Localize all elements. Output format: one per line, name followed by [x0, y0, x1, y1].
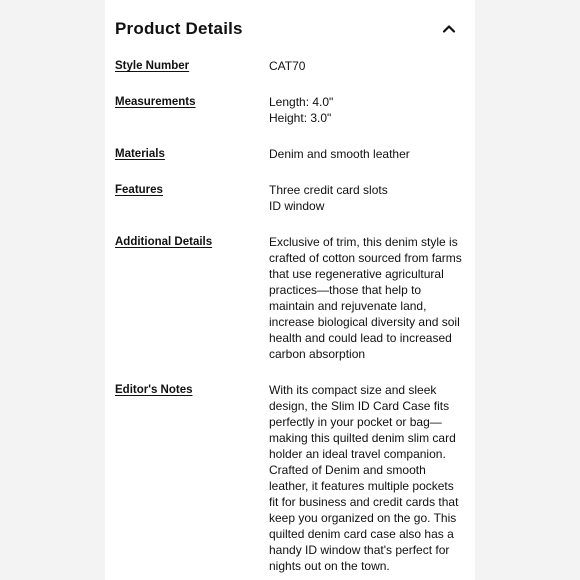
detail-value: [269, 94, 467, 126]
detail-value-line: Length: 4.0": [269, 95, 334, 109]
detail-value-line: keep you organized on the go. This: [269, 511, 457, 525]
detail-label: Additional Details: [115, 236, 213, 248]
detail-value-line: increase biological diversity and soil: [269, 315, 460, 329]
detail-label: Materials: [115, 148, 165, 160]
detail-value-line: handy ID window that's perfect for: [269, 543, 450, 557]
detail-value-line: quilted denim card case also has a: [269, 527, 454, 541]
detail-value-line: Crafted of Denim and smooth: [269, 463, 426, 477]
detail-value-line: Three credit card slots: [269, 183, 388, 197]
detail-value-line: fit for business and credit cards that: [269, 495, 459, 509]
detail-value-line: holder an ideal travel companion.: [269, 447, 446, 461]
detail-value-line: perfectly in your pocket or bag—: [269, 415, 442, 429]
detail-value: [269, 382, 467, 574]
detail-value-line: making this quilted denim slim card: [269, 431, 456, 445]
product-details-header[interactable]: [115, 16, 463, 42]
detail-value-line: practices—those that help to: [269, 283, 422, 297]
detail-label: Features: [115, 184, 163, 196]
detail-label: Measurements: [115, 96, 196, 108]
detail-value-line: nights out on the town.: [269, 559, 390, 573]
detail-value-line: health and could lead to increased: [269, 331, 452, 345]
detail-value-line: With its compact size and sleek: [269, 383, 437, 397]
detail-label: Style Number: [115, 60, 190, 72]
product-details-panel: [105, 0, 475, 580]
detail-value-line: crafted of cotton sourced from farms: [269, 251, 462, 265]
detail-value-line: design, the Slim ID Card Case fits: [269, 399, 450, 413]
detail-value-line: leather, it features multiple pockets: [269, 479, 454, 493]
detail-value-line: Exclusive of trim, this denim style is: [269, 235, 458, 249]
detail-label: Editor's Notes: [115, 384, 193, 396]
detail-value: [269, 234, 467, 362]
detail-value-line: CAT70: [269, 59, 306, 73]
detail-value-line: carbon absorption: [269, 347, 366, 361]
detail-value-line: maintain and rejuvenate land,: [269, 299, 427, 313]
detail-value: [269, 182, 467, 214]
section-title: Product Details: [115, 19, 243, 38]
detail-value-line: Denim and smooth leather: [269, 147, 410, 161]
detail-value: [269, 146, 467, 162]
detail-value-line: Height: 3.0": [269, 111, 332, 125]
detail-value: [269, 58, 467, 74]
chevron-up-icon: [439, 19, 459, 39]
detail-value-line: ID window: [269, 199, 325, 213]
collapse-button[interactable]: [439, 19, 459, 39]
detail-value-line: that use regenerative agricultural: [269, 267, 444, 281]
